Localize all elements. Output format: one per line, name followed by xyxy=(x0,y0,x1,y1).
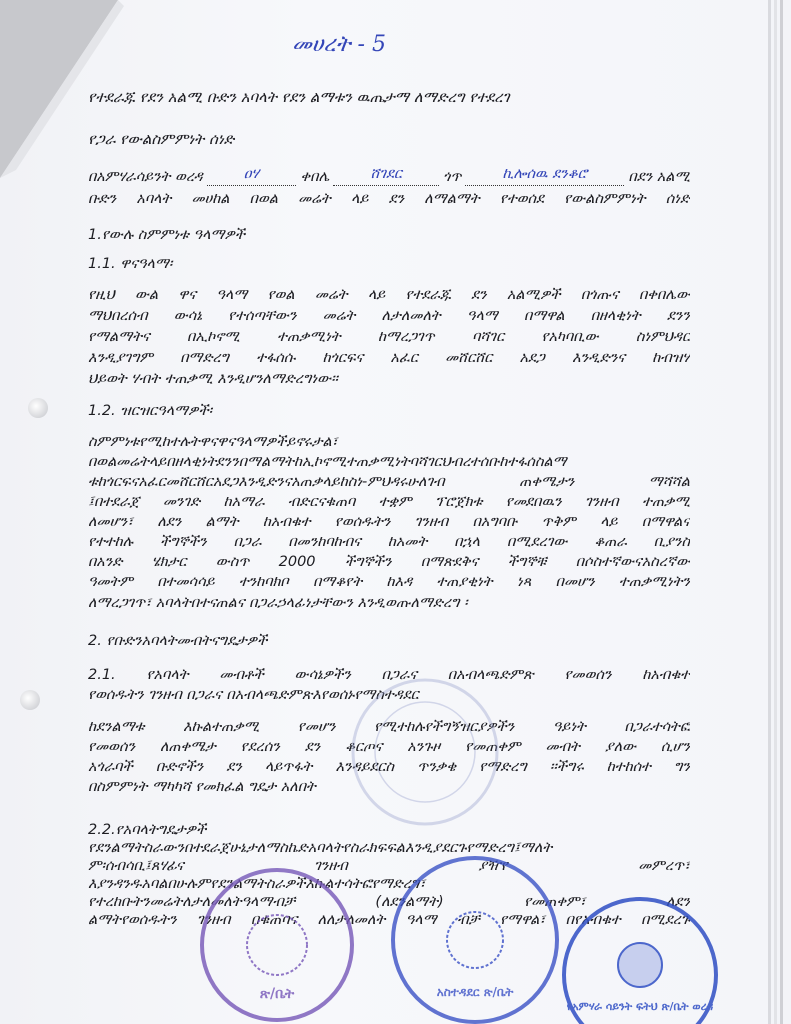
duties-heading: 2.2.የአባላትግዴታዎች xyxy=(88,822,207,838)
specific-goal-line: በወልመሬትላይበዘላቂነትደንንበማልማትከኢኮኖሚተጠቃሚነትባሻገርህብረተሰቡከተፋሰስልማ xyxy=(88,454,567,470)
got-value: ኪሎሰዉ ደንቆሮ xyxy=(502,166,588,182)
specific-goal-line: ፤በተደራጀ መንገድ ከአማራ ብድርናቁጠባ ተቋም ፕሮጀክቱ የመደበዉን ገንዘብ ተጠቃሚ xyxy=(88,494,690,510)
location-tail: በደን አልሚ xyxy=(628,169,690,185)
section-1-heading: 1.የውሉ ስምምነቱ ዓላማዎች xyxy=(88,227,245,243)
specific-goal-line: ዓመትም በተመሳሳይ ተንከባክቦ በማቆየት ከእዳ ተጠያቂነት ነጻ በመሆን ተጠቃሚነትን xyxy=(88,574,690,590)
specific-goal-line: የተተከሉ ችግኞችን በጋራ በመንከባከብና ከአመት በኋላ በሚደረገው ቆጠራ ቢያንስ xyxy=(88,534,690,550)
kebele-field xyxy=(333,167,439,186)
specific-goal-line: ለመሆን፣ ለደን ልማት ከአብቁተ የወሰዱትን ገንዘብ በአግባቡ ጥቅም ላይ በማዋልና xyxy=(88,514,690,530)
stamp-text: አስተዳደር ጽ/ቤት xyxy=(436,985,514,999)
rights-paragraph-line: ከደንልማቱ እኩልተጠቃሚ የመሆን የሚተከሉየችግኝዝርያዎችን ዓይነት በጋራተሳትፎ xyxy=(88,719,690,735)
rights-paragraph-line: በስምምነት ማካካሻ የመክፈል ግዴታ አለበት xyxy=(88,779,316,795)
specific-goal-line: ለማረጋገጥ፣ አባላትበተናጠልና በጋራኃላፊነታቸውን እንዲወጡለማድረግ ፡ xyxy=(88,595,468,611)
specific-goal-line: ስምምነቱየሚከተሉትዋናዋናዓላማዎችይኖሩታል፣ xyxy=(88,434,338,450)
title-line-1: የተደራጁ የደን አልሚ ቡድን አባላት የደን ልማቱን ዉጤታማ ለማድረግ የተደረገ xyxy=(88,88,510,106)
punch-hole xyxy=(28,398,48,418)
woreda-label: በአምሃራሳይንት ወረዳ xyxy=(88,169,203,185)
duties-line: ልማትየወሰዱትን ገንዘብ በቁጠባና ለለታለመለት ዓላማ ብቻ የማዋል፣ በየአብቁተ በሚደረጉ xyxy=(88,912,690,928)
duties-line: የደንልማትስራውንበተደራጀሁኔታለማስኬድአባላትየስራክፍፍልእንዲያደርጉየማድረግ፤ማለት xyxy=(88,840,553,856)
stamp-text: የአምሃራ ሳይንት ፍትህ ጽ/ቤት ወረዳ xyxy=(566,1000,714,1013)
main-goal-line: እንዲያገግም በማድረግ ተፋሰሱ ከጎርፍና አፈር መሸርሸር አደጋ እንዲድንና ከብዝሃ xyxy=(88,350,690,366)
rights-line: የወሰዱትን ገንዘብ በጋራና በአብላጫድምጽእየወሰኑየማስተዳደር xyxy=(88,687,419,703)
punch-hole xyxy=(20,690,40,710)
main-goal-line: ህይወት ሃብት ተጠቃሚ እንዲሆንለማድረግነው፡፡ xyxy=(88,371,338,387)
duties-line: ም፡ሰብሳቢ፤ጸሃፊና ገንዘብ ያዥየ መምረጥ፣ xyxy=(88,858,690,874)
got-label: ጎጥ xyxy=(443,169,462,185)
duties-line: የተረከቡትንመሬትለታለመለትዓላማብቻ (ለደንልማት) የመጠቀም፣ ለደን xyxy=(88,894,690,910)
kebele-value: ሸገደር xyxy=(370,166,402,182)
rights-line: 2.1. የአባላት መብቶች ውሳኔዎችን በጋራና በአብላጫድምጽ የመወሰን ከአብቁተ xyxy=(88,667,690,683)
specific-goal-line: በአንድ ሄክታር ውስጥ 2000 ችግኞችን በማጽደቅና ችግኞቹ በሶስተኛውናአስረኛው xyxy=(88,554,690,570)
woreda-value: ዐሃ xyxy=(243,166,260,182)
main-goal-line: የዚህ ውል ዋና ዓላማ የወል መሬት ላይ የተደራጁ ደን አልሚዎች በጎጡና በቀበሌው xyxy=(88,287,690,303)
rights-paragraph-line: አጎራባች ቡድኖችን ደን ላይጥፋት እንዳይደርስ ጥንቃቄ የማድረግ ፡፡ችግሩ ከተከሰተ ግን xyxy=(88,759,690,775)
main-goal-heading: 1.1. ዋናዓላማ፡ xyxy=(88,256,173,272)
kebele-label: ቀበሌ xyxy=(300,169,330,185)
location-line xyxy=(88,166,690,186)
main-goal-line: ማህበረሰብ ውሳኔ የተሰጣቸውን መሬት ለታለመለት ዓላማ በማዋል በዘላቂነት ደንን xyxy=(88,308,690,324)
title-line-2: የጋራ የውልስምምነት ሰነድ xyxy=(88,130,235,148)
got-field xyxy=(465,167,624,186)
main-goal-line: የማልማትና በኢኮኖሚ ተጠቃሚነት ከማረጋገጥ ባሻገር የአካባቢው ስነምህዳር xyxy=(88,329,690,345)
stamp-text: ጽ/ቤት xyxy=(259,986,295,1002)
rights-paragraph-line: የመወሰን ለጠቀሜታ የደረሰን ደን ቆርጦና አንጉዞ የመጠቀም መብት ያለው ሲሆን xyxy=(88,739,690,755)
section-2-heading: 2. የቡድንአባላትመብትናግዴታዎች xyxy=(88,633,268,649)
woreda-field xyxy=(207,167,297,186)
handwritten-annotation: መሀረት - 5 xyxy=(292,32,386,57)
duties-line: እያንዳንዱአባልበሁሉምየደንልማትስራዎችእኩልተሳትፎየማድረግ፣ xyxy=(88,876,426,892)
specific-goal-line: ቱከጎርፍናአፈርመሸርሸርአደጋእንዲድንናአጠቃላይከስነ-ምህዳሩሁለገብ ጠቀሜታን ማሻሻል xyxy=(88,474,690,490)
specific-goals-heading: 1.2. ዝርዝርዓላማዎች፡ xyxy=(88,403,212,419)
intro-line: ቡድን አባላት መሀከል በወል መሬት ላይ ደን ለማልማት የተወሰደ የውልስምምነት ሰነድ xyxy=(88,191,690,207)
